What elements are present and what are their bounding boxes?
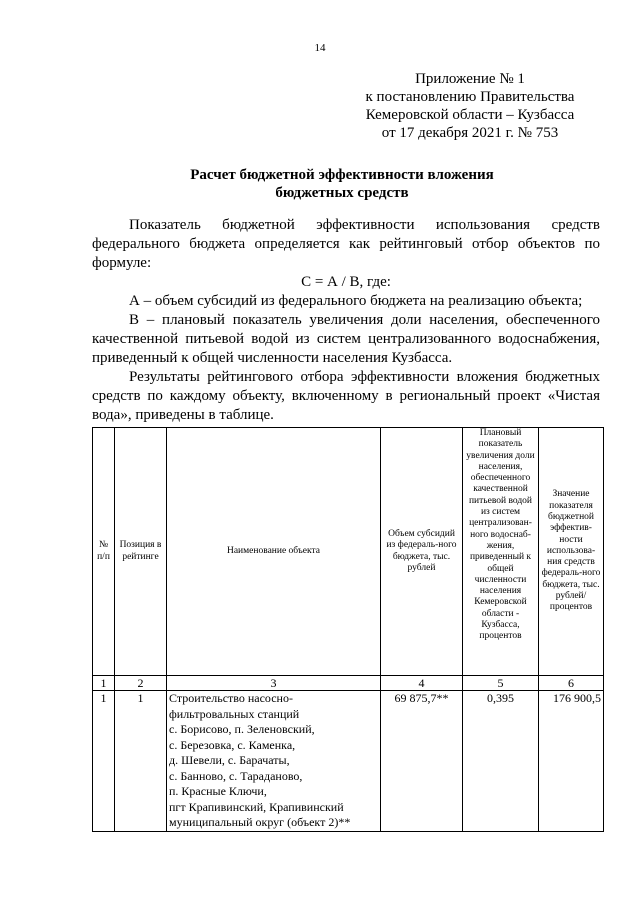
paragraph-results: Результаты рейтингового отбора эффективности вложения бюджетных средств по каждому объекту, включенному в региональный проект «Чистая вода», приведены в таблице. [92,369,600,423]
cell-rank: 1 [115,691,167,832]
efficiency-table [92,427,604,832]
table-row [93,691,604,832]
table-header-row [93,428,604,676]
header-object-name: Наименование объекта [167,428,381,676]
appendix-line: Кемеровской области – Кузбасса [365,107,575,123]
column-number: 6 [539,676,604,691]
appendix-line: к постановлению Правительства [365,89,575,105]
document-title [92,166,592,202]
cell-subsidy: 69 875,7** [381,691,463,832]
column-number: 5 [463,676,539,691]
object-name-line: п. Красные Ключи, [169,784,267,798]
paragraph-a: А – объем субсидий из федерального бюджета на реализацию объекта; [129,293,583,309]
object-name-line: с. Березовка, с. Каменка, [169,737,296,752]
title-line: бюджетных средств [275,185,409,201]
header-num: № п/п [93,428,115,676]
object-name-line: муниципальный округ (объект 2)** [169,815,351,829]
header-rank: Позиция в рейтинге [115,428,167,676]
cell-indicator: 0,395 [463,691,539,832]
object-name-line: Строительство насосно- [169,691,293,705]
title-line: Расчет бюджетной эффективности вложения [190,167,494,183]
header-subsidy: Объем субсидий из федераль-ного бюджета, тыс. рублей [381,428,463,676]
header-indicator: Плановый показатель увеличения доли населения, обеспеченного качественной питьевой водой из систем централизован-ного водоснаб-жения, приведенный к общей численности населения Кемеровской области - Кузбасса, процентов [463,428,539,676]
object-name-line: с. Банново, с. Тараданово, [169,768,303,783]
appendix-line: от 17 декабря 2021 г. № 753 [381,125,559,141]
column-number: 2 [115,676,167,691]
appendix-block [300,70,640,142]
paragraph-definition: Показатель бюджетной эффективности использования средств федерального бюджета определяется как рейтинговый отбор объектов по формуле: [92,217,600,271]
paragraph-b: В – плановый показатель увеличения доли населения, обеспеченного качественной питьевой водой из систем централизованного водоснабжения, приведенный к общей численности населения Кузбасса. [92,312,600,366]
object-name-line: пгт Крапивинский, Крапивинский [169,799,344,814]
object-name-line: с. Борисово, п. Зеленовский, [169,722,315,736]
cell-num: 1 [93,691,115,832]
column-number: 3 [167,676,381,691]
formula: С = А / В, где: [301,274,391,290]
object-name-line: фильтровальных станций [169,706,300,721]
header-efficiency: Значение показателя бюджетной эффектив-ности использова-ния средств федераль-ного бюджета, тыс. рублей/ процентов [539,428,604,676]
column-number-row [93,676,604,691]
object-name-line: д. Шевели, с. Барачаты, [169,753,290,767]
cell-object-name [167,691,381,832]
column-number: 1 [93,676,115,691]
cell-efficiency: 176 900,5 [539,691,604,832]
column-number: 4 [381,676,463,691]
page-number: 14 [314,42,326,54]
appendix-line: Приложение № 1 [415,71,525,87]
